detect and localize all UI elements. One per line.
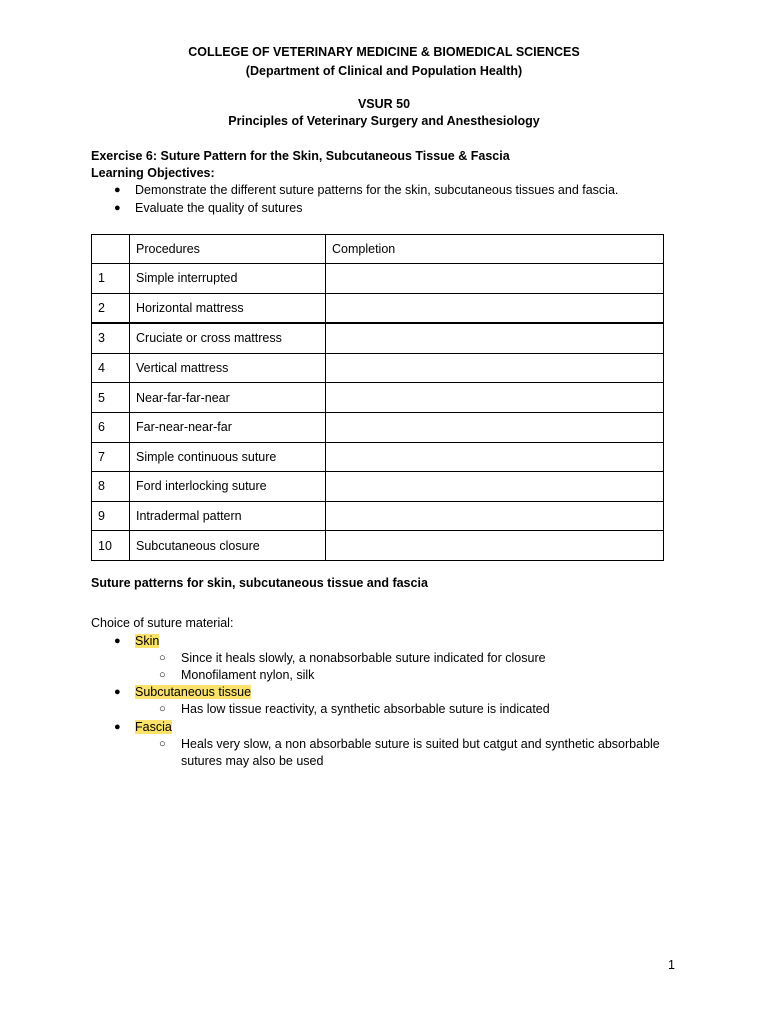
table-row xyxy=(92,264,664,294)
objective-item: Evaluate the quality of sutures xyxy=(135,201,303,215)
procedures-table xyxy=(91,234,664,561)
row-completion[interactable] xyxy=(326,531,664,561)
subcutaneous-subitem: Has low tissue reactivity, a synthetic absorbable suture is indicated xyxy=(181,702,550,716)
objective-item: Demonstrate the different suture patterns for the skin, subcutaneous tissues and fascia. xyxy=(135,183,619,197)
table-row xyxy=(92,442,664,472)
row-procedure: Ford interlocking suture xyxy=(130,472,326,502)
bullet-icon: ● xyxy=(114,686,121,698)
fascia-subitem: Heals very slow, a non absorbable suture is suited but catgut and synthetic absorbable xyxy=(181,737,660,751)
table-row xyxy=(92,293,664,323)
row-number: 1 xyxy=(92,264,130,294)
subcutaneous-item xyxy=(135,685,251,699)
skin-item xyxy=(135,634,159,648)
course-code: VSUR 50 xyxy=(357,97,411,111)
row-procedure: Far-near-near-far xyxy=(130,412,326,442)
table-row xyxy=(92,531,664,561)
row-completion[interactable] xyxy=(326,264,664,294)
row-number: 7 xyxy=(92,442,130,472)
fascia-subitem-continued: sutures may also be used xyxy=(181,754,324,768)
table-row xyxy=(92,501,664,531)
row-number: 5 xyxy=(92,383,130,413)
section-heading: Suture patterns for skin, subcutaneous tissue and fascia xyxy=(91,576,428,590)
row-number: 4 xyxy=(92,353,130,383)
header-number-cell xyxy=(92,235,130,264)
skin-label: Skin xyxy=(135,634,160,648)
row-number: 10 xyxy=(92,531,130,561)
row-completion[interactable] xyxy=(326,501,664,531)
table-row xyxy=(92,353,664,383)
bullet-icon: ● xyxy=(114,184,121,196)
bullet-icon: ● xyxy=(114,202,121,214)
row-number: 6 xyxy=(92,412,130,442)
hollow-bullet-icon: ○ xyxy=(159,703,166,715)
table-row xyxy=(92,412,664,442)
hollow-bullet-icon: ○ xyxy=(159,652,166,664)
bullet-icon: ● xyxy=(114,635,121,647)
row-completion[interactable] xyxy=(326,353,664,383)
row-procedure: Subcutaneous closure xyxy=(130,531,326,561)
department-title: (Department of Clinical and Population Health) xyxy=(245,64,523,78)
hollow-bullet-icon: ○ xyxy=(159,669,166,681)
fascia-label: Fascia xyxy=(135,720,172,734)
row-procedure: Near-far-far-near xyxy=(130,383,326,413)
fascia-item xyxy=(135,720,172,734)
exercise-title: Exercise 6: Suture Pattern for the Skin, Subcutaneous Tissue & Fascia xyxy=(91,149,510,163)
subcutaneous-label: Subcutaneous tissue xyxy=(135,685,252,699)
table-row xyxy=(92,323,664,353)
row-procedure: Vertical mattress xyxy=(130,353,326,383)
table-row xyxy=(92,383,664,413)
row-procedure: Cruciate or cross mattress xyxy=(130,323,326,353)
hollow-bullet-icon: ○ xyxy=(159,738,166,750)
row-number: 3 xyxy=(92,323,130,353)
row-procedure: Simple continuous suture xyxy=(130,442,326,472)
row-procedure: Intradermal pattern xyxy=(130,501,326,531)
row-completion[interactable] xyxy=(326,442,664,472)
table-row xyxy=(92,472,664,502)
page-number: 1 xyxy=(668,958,675,972)
row-completion[interactable] xyxy=(326,323,664,353)
course-title: Principles of Veterinary Surgery and Anesthesiology xyxy=(228,114,540,128)
row-completion[interactable] xyxy=(326,412,664,442)
header-procedures-cell: Procedures xyxy=(130,235,326,264)
objectives-heading: Learning Objectives: xyxy=(91,166,215,180)
row-completion[interactable] xyxy=(326,293,664,323)
row-completion[interactable] xyxy=(326,383,664,413)
choice-heading: Choice of suture material: xyxy=(91,616,234,630)
row-number: 8 xyxy=(92,472,130,502)
college-title: COLLEGE OF VETERINARY MEDICINE & BIOMEDICAL SCIENCES xyxy=(188,45,580,59)
row-completion[interactable] xyxy=(326,472,664,502)
table-header-row xyxy=(92,235,664,264)
row-number: 2 xyxy=(92,293,130,323)
row-procedure: Horizontal mattress xyxy=(130,293,326,323)
skin-subitem: Monofilament nylon, silk xyxy=(181,668,315,682)
row-number: 9 xyxy=(92,501,130,531)
bullet-icon: ● xyxy=(114,721,121,733)
skin-subitem: Since it heals slowly, a nonabsorbable suture indicated for closure xyxy=(181,651,546,665)
header-completion-cell: Completion xyxy=(326,235,664,264)
row-procedure: Simple interrupted xyxy=(130,264,326,294)
